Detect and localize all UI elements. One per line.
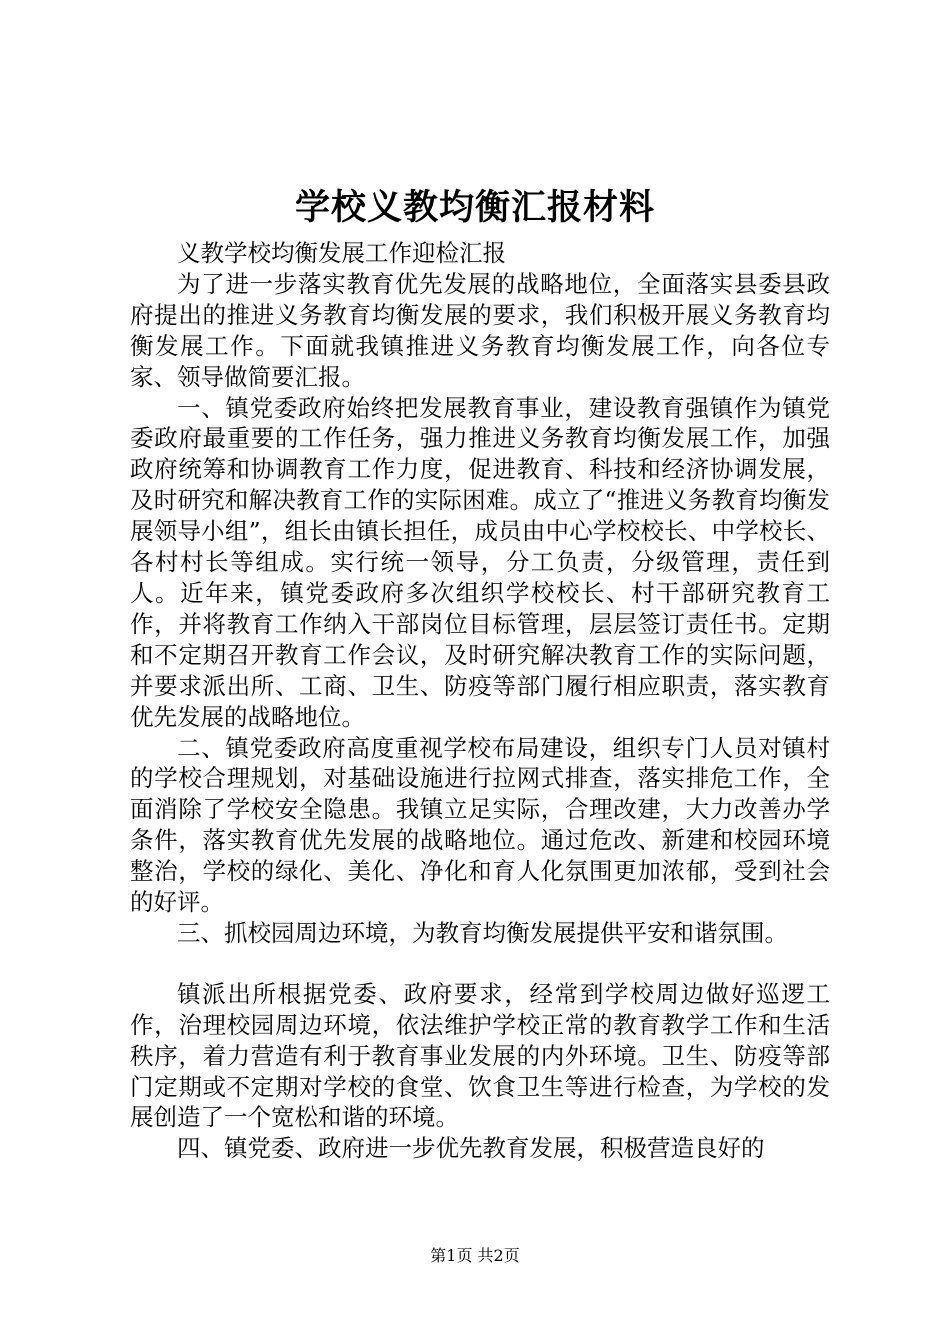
paragraph-section-4: 四、镇党委、政府进一步优先教育发展，积极营造良好的 xyxy=(177,1134,765,1163)
paragraph-section-3-heading: 三、抓校园周边环境，为教育均衡发展提供平安和谐氛围。 xyxy=(177,918,788,947)
document-title: 学校义教均衡汇报材料 xyxy=(294,187,655,228)
paragraph-section-1: 一、镇党委政府始终把发展教育事业，建设教育强镇作为镇党委政府最重要的工作任务，强力推进义务教育均衡发展工作，加强政府统筹和协调教育工作力度，促进教育、科技和经济协调发展，及时研究和解决教育工作的实际困难。成立了“推进义务教育均衡发展领导小组”，组长由镇长担任，成员由中心学校校长、中学校长、各村村长等组成。实行统一领导，分工负责，分级管理，责任到人。近年来，镇党委政府多次组织学校校长、村干部研究教育工作，并将教育工作纳入干部岗位目标管理，层层签订责任书。定期和不定期召开教育工作会议，及时研究解决教育工作的实际问题，并要求派出所、工商、卫生、防疫等部门履行相应职责，落实教育优先发展的战略地位。 xyxy=(130,393,830,731)
paragraph-section-3-body: 镇派出所根据党委、政府要求，经常到学校周边做好巡逻工作，治理校园周边环境，依法维护学校正常的教育教学工作和生活秩序，着力营造有利于教育事业发展的内外环境。卫生、防疫等部门定期或不定期对学校的食堂、饮食卫生等进行检查，为学校的发展创造了一个宽松和谐的环境。 xyxy=(130,979,830,1132)
document-body xyxy=(130,238,830,1164)
paragraph-section-2: 二、镇党委政府高度重视学校布局建设，组织专门人员对镇村的学校合理规划，对基础设施进行拉网式排查，落实排危工作，全面消除了学校安全隐患。我镇立足实际，合理改建，大力改善办学条件，落实教育优先发展的战略地位。通过危改、新建和校园环境整治，学校的绿化、美化、净化和育人化氛围更加浓郁，受到社会的好评。 xyxy=(130,733,830,917)
page-footer: 第1页 共2页 xyxy=(430,1246,520,1265)
paragraph-subtitle: 义教学校均衡发展工作迎检汇报 xyxy=(177,239,506,267)
paragraph-intro: 为了进一步落实教育优先发展的战略地位，全面落实县委县政府提出的推进义务教育均衡发展的要求，我们积极开展义务教育均衡发展工作。下面就我镇推进义务教育均衡发展工作，向各位专家、领导做简要汇报。 xyxy=(130,269,830,391)
